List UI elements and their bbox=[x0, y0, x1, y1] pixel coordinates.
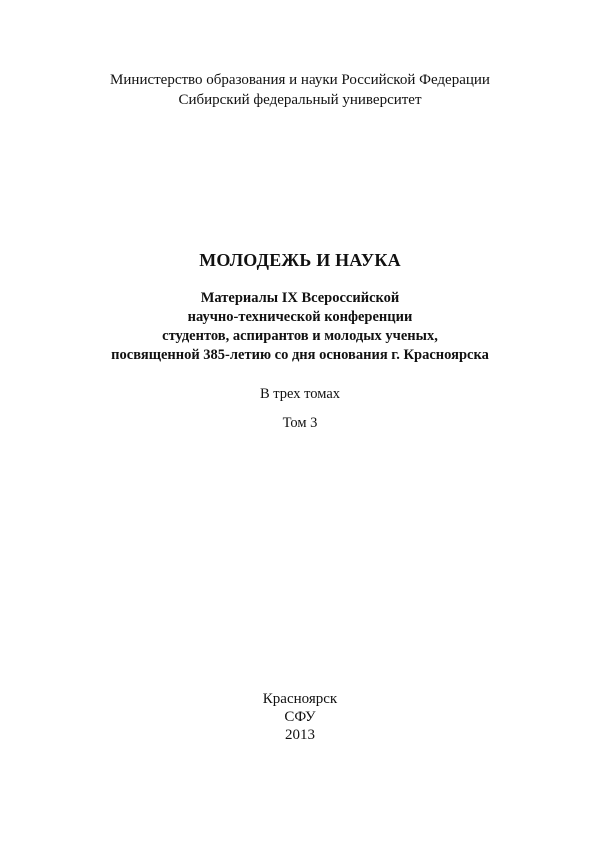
document-title: МОЛОДЕЖЬ И НАУКА bbox=[199, 250, 401, 270]
imprint-publisher: СФУ bbox=[284, 709, 316, 725]
university-name: Сибирский федеральный университет bbox=[178, 92, 422, 108]
imprint-year: 2013 bbox=[285, 727, 315, 743]
subtitle-line: посвященной 385-летию со дня основания г. Красноярска bbox=[111, 347, 489, 363]
conference-subtitle bbox=[0, 289, 600, 365]
subtitle-line: студентов, аспирантов и молодых ученых, bbox=[162, 328, 438, 344]
volume-number: Том 3 bbox=[282, 415, 318, 431]
subtitle-line: научно-технической конференции bbox=[187, 309, 413, 325]
imprint bbox=[0, 690, 600, 744]
ministry-name: Министерство образования и науки Российской Федерации bbox=[110, 72, 490, 88]
imprint-city: Красноярск bbox=[262, 691, 338, 707]
subtitle-line: Материалы IX Всероссийской bbox=[200, 290, 400, 306]
volume-count: В трех томах bbox=[259, 386, 341, 402]
institution-header bbox=[0, 70, 600, 110]
